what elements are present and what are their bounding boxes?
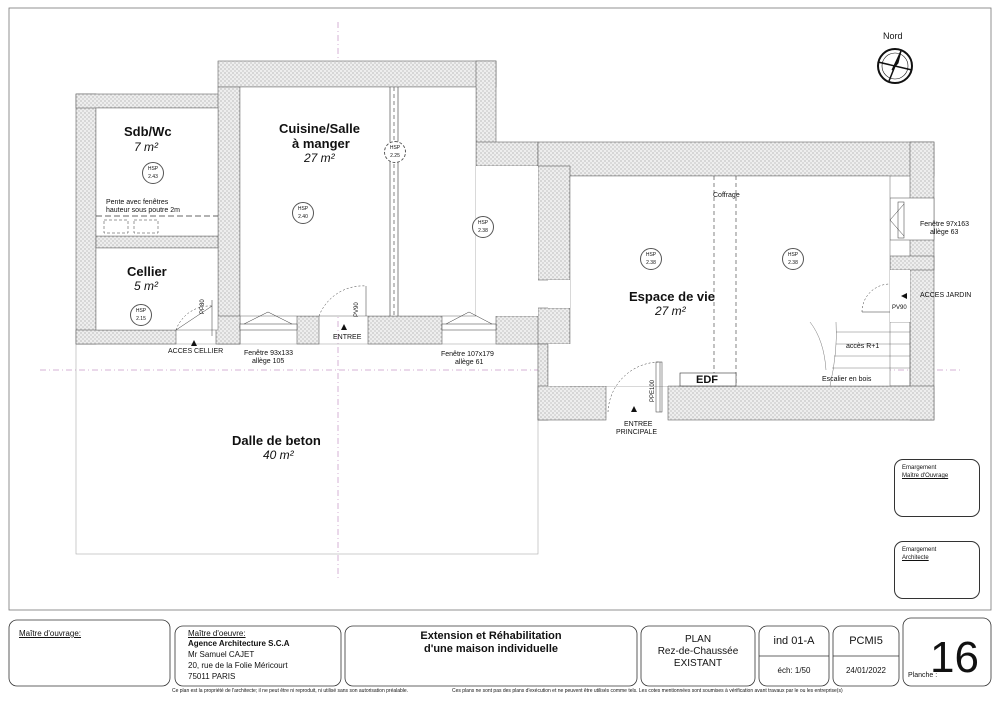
room-name-cuisine-1: Cuisine/Salle xyxy=(279,121,360,136)
dalle-outline xyxy=(76,344,538,554)
pv90-left-label: PV90 xyxy=(354,302,360,317)
room-area-espace: 27 m² xyxy=(655,304,686,318)
plan-title-1: PLAN xyxy=(684,634,712,645)
sig-arch-label-2: Architecte xyxy=(902,555,929,561)
compass-label: Nord xyxy=(883,31,903,41)
signature-box-maitre-ouvrage[interactable] xyxy=(894,459,980,517)
pp80-label: PP80 xyxy=(200,299,206,314)
room-area-cellier: 5 m² xyxy=(134,279,158,293)
signature-box-architecte[interactable] xyxy=(894,541,980,599)
footer-right: Ces plans ne sont pas des plans d'exécution et ne peuvent être utilisés comme tels. Les cotes mentionnées sont soumises à vérification avant travaux par le ou les entreprise(s) xyxy=(452,688,843,694)
fenetre2-label-2: allège 61 xyxy=(455,359,484,366)
address-line-1: 20, rue de la Folie Méricourt xyxy=(188,661,288,670)
pente-label-1: Pente avec fenêtres xyxy=(106,199,169,206)
plan-code: PCMI5 xyxy=(849,635,883,647)
plan-title-2: Rez-de-Chaussée xyxy=(657,646,739,657)
room-area-cuisine: 27 m² xyxy=(304,151,335,165)
room-name-sdb: Sdb/Wc xyxy=(124,124,172,139)
agency-name: Agence Architecture S.C.A xyxy=(188,639,290,648)
maitre-ouvrage-label: Maître d'ouvrage: xyxy=(19,629,82,638)
room-name-dalle: Dalle de beton xyxy=(232,433,321,448)
hsp-marker-beam: HSP 2.25 xyxy=(384,141,406,163)
escalier-label: Escalier en bois xyxy=(822,376,872,383)
hsp-marker-espace-right: HSP 2.38 xyxy=(782,248,804,270)
ppe100-label: PPE100 xyxy=(650,379,656,402)
sig-mo-label-1: Emargement xyxy=(902,465,937,471)
fenetre3-label-1: Fenêtre 97x163 xyxy=(920,221,970,228)
address-line-2: 75011 PARIS xyxy=(188,672,236,681)
hsp-marker-cellier: HSP 2.15 xyxy=(130,304,152,326)
room-area-sdb: 7 m² xyxy=(134,140,158,154)
footer-left: Ce plan est la propriété de l'architecte; il ne peut être ni reproduit, ni utilisé sans son autorisation préalable. xyxy=(172,688,409,694)
entree-label: ENTREE xyxy=(333,334,362,341)
architect-name: Mr Samuel CAJET xyxy=(188,650,255,659)
plan-date: 24/01/2022 xyxy=(845,666,887,675)
pente-label-2: hauteur sous poutre 2m xyxy=(106,207,180,214)
acces-r1-label: accès R+1 xyxy=(846,343,880,350)
coffrage-label: Coffrage xyxy=(713,192,740,199)
project-title-2: d'une maison individuelle xyxy=(423,643,559,655)
fenetre1-label-1: Fenêtre 93x133 xyxy=(244,350,294,357)
fenetre1-label-2: allège 105 xyxy=(252,358,285,365)
plan-title-3: EXISTANT xyxy=(673,658,723,669)
hsp-marker-sdb: HSP 2.43 xyxy=(142,162,164,184)
acces-cellier-label: ACCES CELLIER xyxy=(168,348,224,355)
hsp-marker-espace-left: HSP 2.38 xyxy=(640,248,662,270)
room-name-cellier: Cellier xyxy=(127,264,167,279)
hsp-marker-middle: HSP 2.38 xyxy=(472,216,494,238)
planche-number: 16 xyxy=(930,633,979,682)
maitre-oeuvre-label: Maître d'oeuvre: xyxy=(188,629,246,638)
room-name-cuisine-2: à manger xyxy=(292,136,350,151)
room-name-espace: Espace de vie xyxy=(629,289,715,304)
entree-principale-label-1: ENTREE xyxy=(624,421,653,428)
fenetre3-label-2: allège 63 xyxy=(930,229,959,236)
fenetre2-label-1: Fenêtre 107x179 xyxy=(441,351,494,358)
entree-principale-label-2: PRINCIPALE xyxy=(616,429,658,436)
plan-index: ind 01-A xyxy=(773,635,815,647)
acces-jardin-label: ACCES JARDIN xyxy=(920,292,972,299)
plan-scale: éch: 1/50 xyxy=(777,666,811,675)
edf-label: EDF xyxy=(696,374,718,386)
north-compass-icon xyxy=(878,49,912,83)
room-area-dalle: 40 m² xyxy=(263,448,294,462)
sig-arch-label-1: Emargement xyxy=(902,547,937,553)
sig-mo-label-2: Maître d'Ouvrage xyxy=(902,473,949,479)
hsp-marker-cuisine: HSP 2.40 xyxy=(292,202,314,224)
planche-label: Planche : xyxy=(908,672,938,679)
pv90-right-label: PV90 xyxy=(892,305,907,311)
project-title-1: Extension et Réhabilitation xyxy=(420,630,562,642)
